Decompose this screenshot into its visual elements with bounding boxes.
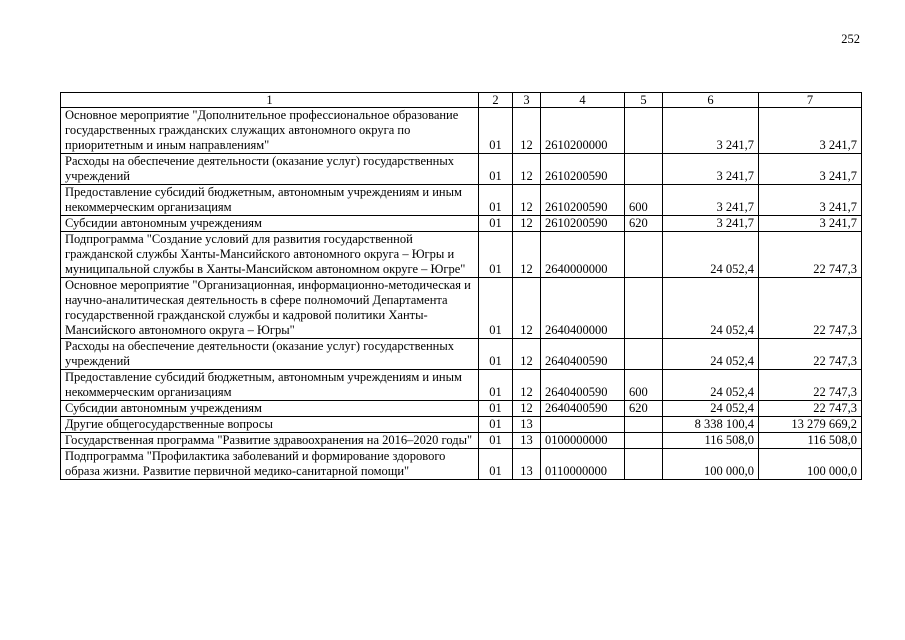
expense-type-cell: 620 [625, 401, 663, 417]
amount-col6-cell: 24 052,4 [663, 401, 759, 417]
expense-type-cell [625, 339, 663, 370]
expense-type-cell: 600 [625, 185, 663, 216]
section-code-cell: 01 [479, 433, 513, 449]
table-row [61, 449, 862, 480]
expense-type-cell [625, 154, 663, 185]
subsection-code-cell: 12 [513, 154, 541, 185]
section-code-cell: 01 [479, 449, 513, 480]
expense-type-cell: 620 [625, 216, 663, 232]
target-article-cell: 2610200590 [541, 154, 625, 185]
table-header-row [61, 93, 862, 108]
target-article-cell: 2640400590 [541, 401, 625, 417]
section-code-cell: 01 [479, 278, 513, 339]
column-header: 4 [541, 93, 625, 108]
section-code-cell: 01 [479, 154, 513, 185]
section-code-cell: 01 [479, 108, 513, 154]
amount-col7-cell: 3 241,7 [759, 154, 862, 185]
target-article-cell: 2610200590 [541, 216, 625, 232]
amount-col6-cell: 3 241,7 [663, 108, 759, 154]
row-name-cell: Основное мероприятие "Дополнительное профессиональное образование государственных гражданских служащих автономного округа по приоритетным и иным направлениям" [61, 108, 479, 154]
amount-col7-cell: 13 279 669,2 [759, 417, 862, 433]
column-header: 1 [61, 93, 479, 108]
amount-col7-cell: 22 747,3 [759, 370, 862, 401]
page-number: 252 [841, 32, 860, 46]
amount-col6-cell: 3 241,7 [663, 154, 759, 185]
amount-col7-cell: 22 747,3 [759, 339, 862, 370]
amount-col7-cell: 116 508,0 [759, 433, 862, 449]
expense-type-cell [625, 417, 663, 433]
subsection-code-cell: 12 [513, 278, 541, 339]
table-row [61, 185, 862, 216]
subsection-code-cell: 12 [513, 108, 541, 154]
amount-col6-cell: 100 000,0 [663, 449, 759, 480]
target-article-cell: 2640000000 [541, 232, 625, 278]
amount-col7-cell: 3 241,7 [759, 216, 862, 232]
row-name-cell: Субсидии автономным учреждениям [61, 216, 479, 232]
row-name-cell: Предоставление субсидий бюджетным, автономным учреждениям и иным некоммерческим организациям [61, 370, 479, 401]
subsection-code-cell: 12 [513, 401, 541, 417]
table-row [61, 232, 862, 278]
expense-type-cell [625, 108, 663, 154]
target-article-cell: 2610200000 [541, 108, 625, 154]
column-header: 5 [625, 93, 663, 108]
row-name-cell: Расходы на обеспечение деятельности (оказание услуг) государственных учреждений [61, 339, 479, 370]
amount-col7-cell: 22 747,3 [759, 232, 862, 278]
row-name-cell: Расходы на обеспечение деятельности (оказание услуг) государственных учреждений [61, 154, 479, 185]
amount-col6-cell: 24 052,4 [663, 278, 759, 339]
column-header: 2 [479, 93, 513, 108]
subsection-code-cell: 13 [513, 433, 541, 449]
amount-col6-cell: 3 241,7 [663, 185, 759, 216]
amount-col6-cell: 24 052,4 [663, 232, 759, 278]
row-name-cell: Субсидии автономным учреждениям [61, 401, 479, 417]
amount-col7-cell: 100 000,0 [759, 449, 862, 480]
section-code-cell: 01 [479, 185, 513, 216]
amount-col6-cell: 8 338 100,4 [663, 417, 759, 433]
row-name-cell: Другие общегосударственные вопросы [61, 417, 479, 433]
subsection-code-cell: 12 [513, 185, 541, 216]
expense-type-cell [625, 232, 663, 278]
subsection-code-cell: 13 [513, 417, 541, 433]
section-code-cell: 01 [479, 417, 513, 433]
table-row [61, 339, 862, 370]
column-header: 7 [759, 93, 862, 108]
row-name-cell: Государственная программа "Развитие здравоохранения на 2016–2020 годы" [61, 433, 479, 449]
subsection-code-cell: 12 [513, 216, 541, 232]
amount-col6-cell: 3 241,7 [663, 216, 759, 232]
section-code-cell: 01 [479, 370, 513, 401]
expense-type-cell [625, 278, 663, 339]
table-row [61, 108, 862, 154]
section-code-cell: 01 [479, 401, 513, 417]
subsection-code-cell: 12 [513, 232, 541, 278]
target-article-cell: 0110000000 [541, 449, 625, 480]
amount-col7-cell: 3 241,7 [759, 108, 862, 154]
budget-table [60, 92, 862, 480]
expense-type-cell: 600 [625, 370, 663, 401]
amount-col7-cell: 3 241,7 [759, 185, 862, 216]
section-code-cell: 01 [479, 216, 513, 232]
section-code-cell: 01 [479, 232, 513, 278]
target-article-cell [541, 417, 625, 433]
amount-col7-cell: 22 747,3 [759, 401, 862, 417]
expense-type-cell [625, 433, 663, 449]
amount-col6-cell: 24 052,4 [663, 339, 759, 370]
table-row [61, 417, 862, 433]
row-name-cell: Предоставление субсидий бюджетным, автономным учреждениям и иным некоммерческим организациям [61, 185, 479, 216]
column-header: 6 [663, 93, 759, 108]
table-row [61, 401, 862, 417]
table-row [61, 370, 862, 401]
section-code-cell: 01 [479, 339, 513, 370]
subsection-code-cell: 12 [513, 370, 541, 401]
amount-col7-cell: 22 747,3 [759, 278, 862, 339]
amount-col6-cell: 24 052,4 [663, 370, 759, 401]
expense-type-cell [625, 449, 663, 480]
row-name-cell: Основное мероприятие "Организационная, информационно-методическая и научно-аналитическая деятельность в сфере полномочий Департамента государственной гражданской службы и кадровой политики Ханты-Мансийского автономного округа – Югры" [61, 278, 479, 339]
subsection-code-cell: 12 [513, 339, 541, 370]
target-article-cell: 0100000000 [541, 433, 625, 449]
amount-col6-cell: 116 508,0 [663, 433, 759, 449]
table-row [61, 154, 862, 185]
table-row [61, 278, 862, 339]
subsection-code-cell: 13 [513, 449, 541, 480]
target-article-cell: 2640400590 [541, 339, 625, 370]
column-header: 3 [513, 93, 541, 108]
target-article-cell: 2640400000 [541, 278, 625, 339]
target-article-cell: 2610200590 [541, 185, 625, 216]
table-row [61, 433, 862, 449]
target-article-cell: 2640400590 [541, 370, 625, 401]
table-row [61, 216, 862, 232]
row-name-cell: Подпрограмма "Создание условий для развития государственной гражданской службы Ханты-Мансийского автономного округа – Югры и муниципальной службы в Ханты-Мансийском автономном округе – Югре" [61, 232, 479, 278]
row-name-cell: Подпрограмма "Профилактика заболеваний и формирование здорового образа жизни. Развитие первичной медико-санитарной помощи" [61, 449, 479, 480]
